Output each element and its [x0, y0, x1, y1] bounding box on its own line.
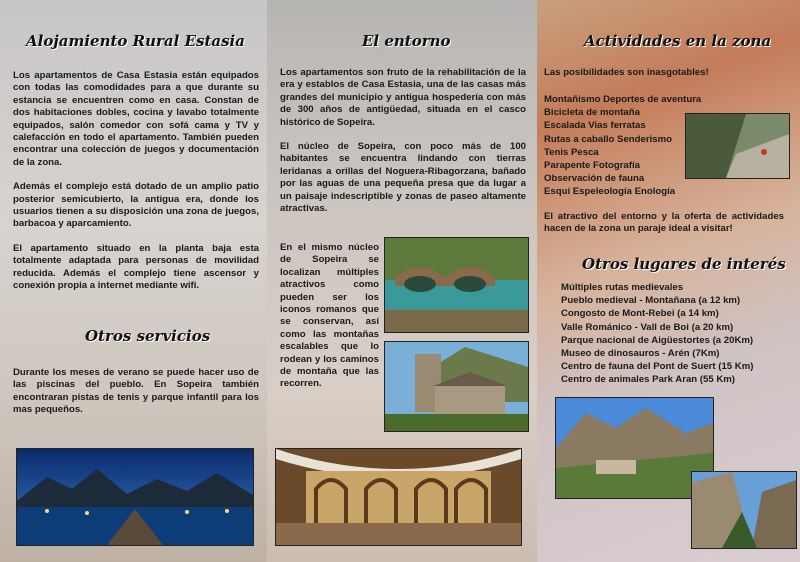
panel-activities [537, 0, 800, 562]
list-item: Bicicleta de montaña [544, 107, 640, 119]
list-item: Observación de fauna [544, 173, 645, 185]
church-photo [384, 341, 529, 432]
accommodation-title: Alojamiento Rural Estasia [26, 32, 245, 50]
panel-surroundings [267, 0, 537, 562]
list-item: Centro de fauna del Pont de Suert (15 Km) [561, 361, 754, 373]
surroundings-text [280, 67, 526, 227]
list-item: Parapente Fotografía [544, 160, 640, 172]
surroundings-attractions [280, 242, 379, 403]
list-item: Museo de dinosauros - Arén (7Km) [561, 348, 720, 360]
list-item: Tenis Pesca [544, 146, 599, 158]
surroundings-history: Los apartamentos son fruto de la rehabilitación de la era y establos de Casa Estasia, una de las casas más grandes del municipio y antigua hospedería con más de 300 años de antigüedad, situada en el casco histórico de Sopeira. [280, 67, 526, 128]
activities-title: Actividades en la zona [584, 32, 772, 50]
accommodation-patio: Además el complejo está dotado de un amplio patio posterior semicubierto, la antigua era, donde los usuarios tienen a su disposición una zona de juegos, barbacoa y aparcamiento. [13, 181, 259, 230]
services-text [13, 367, 259, 429]
monastery-interior-photo [275, 448, 522, 546]
surroundings-attractions-text: En el mismo núcleo de Sopeira se localizan múltiples atractivos como pueden ser los iconos romanos que se conservan, así como las montañas escalables que lo rodean y los caminos de montaña que las recorren. [280, 242, 379, 390]
surroundings-title: El entorno [362, 32, 451, 50]
accommodation-intro: Los apartamentos de Casa Estasia están equipados con todas las comodidades para a que durante su estancia se encuentren como en casa. Constan de dos habitaciones dobles, cocina y lavabo totalmente equipados, salón comedor con sofá cama y TV y calefacción en todo el apartamento. También pueden encontrar una colección de juegos y documentación de la zona. [13, 70, 259, 168]
climbing-photo [685, 113, 790, 179]
services-paragraph: Durante los meses de verano se puede hacer uso de las piscinas del pueblo. En Sopeira también encontraran pistas de tenis y parque infantil para los mas pequeños. [13, 367, 259, 416]
list-item: Montañismo Deportes de aventura [544, 94, 702, 105]
bridge-river-photo [384, 237, 529, 333]
list-item: Congosto de Mont-Rebei (a 14 km) [561, 308, 719, 320]
list-item: Parque nacional de Aigüestortes (a 20Km) [561, 334, 754, 346]
places-list [561, 281, 753, 387]
list-item: Rutas a caballo Senderismo [544, 133, 672, 145]
gorge-photo [691, 471, 797, 549]
activities-outro [544, 211, 784, 248]
accommodation-access: El apartamento situado en la planta baja esta totalmente adaptada para personas de movilidad reducida. Además el complejo tiene ascensor y conexión propia a internet mediante wifi. [13, 242, 259, 292]
list-item: Múltiples rutas medievales [561, 282, 684, 293]
list-item: Centro de animales Park Aran (55 Km) [561, 374, 735, 386]
activities-list [544, 93, 701, 199]
accommodation-text [13, 70, 259, 305]
lake-night-photo [16, 448, 254, 546]
activities-outro-text: El atractivo del entorno y la oferta de actividades hacen de la zona un paraje ideal a visitar! [544, 211, 784, 235]
services-title: Otros servicios [85, 327, 211, 345]
surroundings-village: El núcleo de Sopeira, con poco más de 100 habitantes se encuentra lindando con tierras leridanas a orillas del Noguera-Ribagorzana, bañado por las aguas de una pequeña presa que da lugar a un paisaje indescriptible y zonas de paseo altamente atractivas. [280, 141, 526, 215]
panel-accommodation [0, 0, 267, 562]
activities-intro: Las posibilidades son inasgotables! [544, 67, 709, 78]
list-item: Esquí Espeleología Enología [544, 186, 676, 198]
list-item: Pueblo medieval - Montañana (a 12 km) [561, 295, 741, 307]
list-item: Escalada Vias ferratas [544, 120, 646, 132]
list-item: Valle Románico - Vall de Boi (a 20 km) [561, 321, 734, 333]
places-title: Otros lugares de interés [582, 255, 786, 273]
